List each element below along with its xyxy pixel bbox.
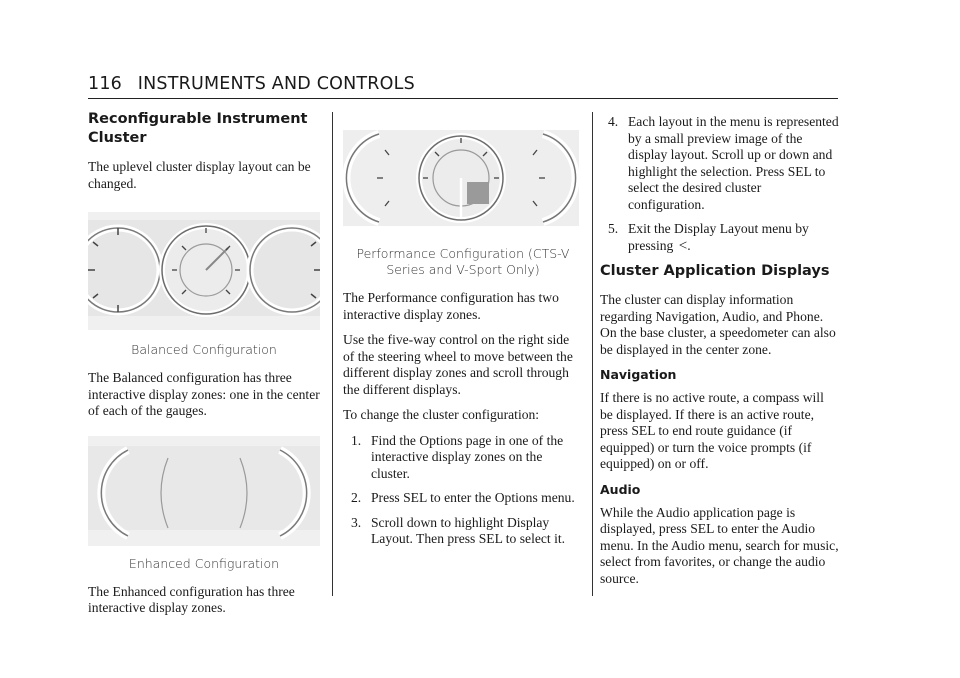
- page-header: [88, 74, 415, 94]
- step-number: 1.: [351, 432, 362, 448]
- section-heading: Reconfigurable Instrument Cluster: [88, 111, 308, 146]
- column-divider-1: [332, 112, 333, 596]
- intro-text: The uplevel cluster display layout can be changed.: [88, 159, 311, 191]
- list-item: [343, 490, 583, 507]
- performance-text: The Performance configuration has two interactive display zones.: [343, 290, 559, 322]
- balanced-configuration-image: [88, 212, 320, 330]
- change-intro: To change the cluster configuration:: [343, 407, 540, 422]
- step-number: 2.: [351, 490, 362, 505]
- column-1: [88, 110, 320, 626]
- step-text: Exit the Display Layout menu by pressing: [628, 221, 809, 253]
- step-text: Each layout in the menu is represented by a small preview image of the display layout. Scroll up or down and highlight the selection. Press SEL to select the desired cluster configuration.: [628, 114, 839, 212]
- step-number: 5.: [608, 221, 619, 236]
- list-item: [343, 433, 583, 483]
- section-title: INSTRUMENTS AND CONTROLS: [137, 74, 415, 94]
- enhanced-caption: Enhanced Configuration: [128, 555, 280, 571]
- performance-caption: Performance Configuration (CTS-V Series and V-Sport Only): [356, 246, 570, 277]
- enhanced-text: The Enhanced configuration has three interactive display zones.: [88, 583, 295, 615]
- list-item: [600, 221, 840, 254]
- nav-text: If there is no active route, a compass will be displayed. If there is an active route, press SEL to end route guidance (if equipped) or turn the voice prompts (if equipped) on or off.: [600, 390, 824, 471]
- step-text: Scroll down to highlight Display Layout. Then press SEL to select it.: [371, 514, 566, 546]
- nav-heading: Navigation: [600, 367, 677, 382]
- list-item: [343, 515, 583, 548]
- step-text: Press SEL to enter the Options menu.: [371, 490, 575, 505]
- balanced-text: The Balanced configuration has three interactive display zones: one in the center of each of the gauges.: [88, 370, 320, 418]
- step-end: .: [687, 237, 691, 253]
- steps-list-1: [343, 433, 583, 548]
- column-3: [600, 114, 840, 596]
- column-2: [343, 130, 583, 556]
- page-number: 116: [88, 74, 123, 94]
- audio-heading: Audio: [600, 481, 641, 497]
- list-item: [600, 114, 840, 213]
- step-number: 4.: [608, 114, 619, 129]
- apps-heading: Cluster Application Displays: [600, 263, 830, 279]
- balanced-caption: Balanced Configuration: [131, 342, 277, 357]
- performance-configuration-image: [343, 130, 579, 226]
- step-text: Find the Options page in one of the interactive display zones on the cluster.: [371, 432, 564, 481]
- enhanced-configuration-image: [88, 436, 320, 546]
- steps-list-2: [600, 114, 840, 254]
- five-way-text: Use the five-way control on the right side of the steering wheel to move between the different display zones and scroll through the different displays.: [343, 332, 573, 397]
- back-icon: <: [678, 237, 688, 254]
- audio-text: While the Audio application page is displayed, press SEL to enter the Audio menu. In the Audio menu, search for music, select from favorites, or change the audio source.: [600, 504, 839, 586]
- column-divider-2: [592, 112, 593, 596]
- apps-text: The cluster can display information regarding Navigation, Audio, and Phone. On the base cluster, a speedometer can also be displayed in the center zone.: [600, 292, 836, 357]
- step-number: 3.: [351, 514, 362, 530]
- header-rule: [88, 98, 838, 99]
